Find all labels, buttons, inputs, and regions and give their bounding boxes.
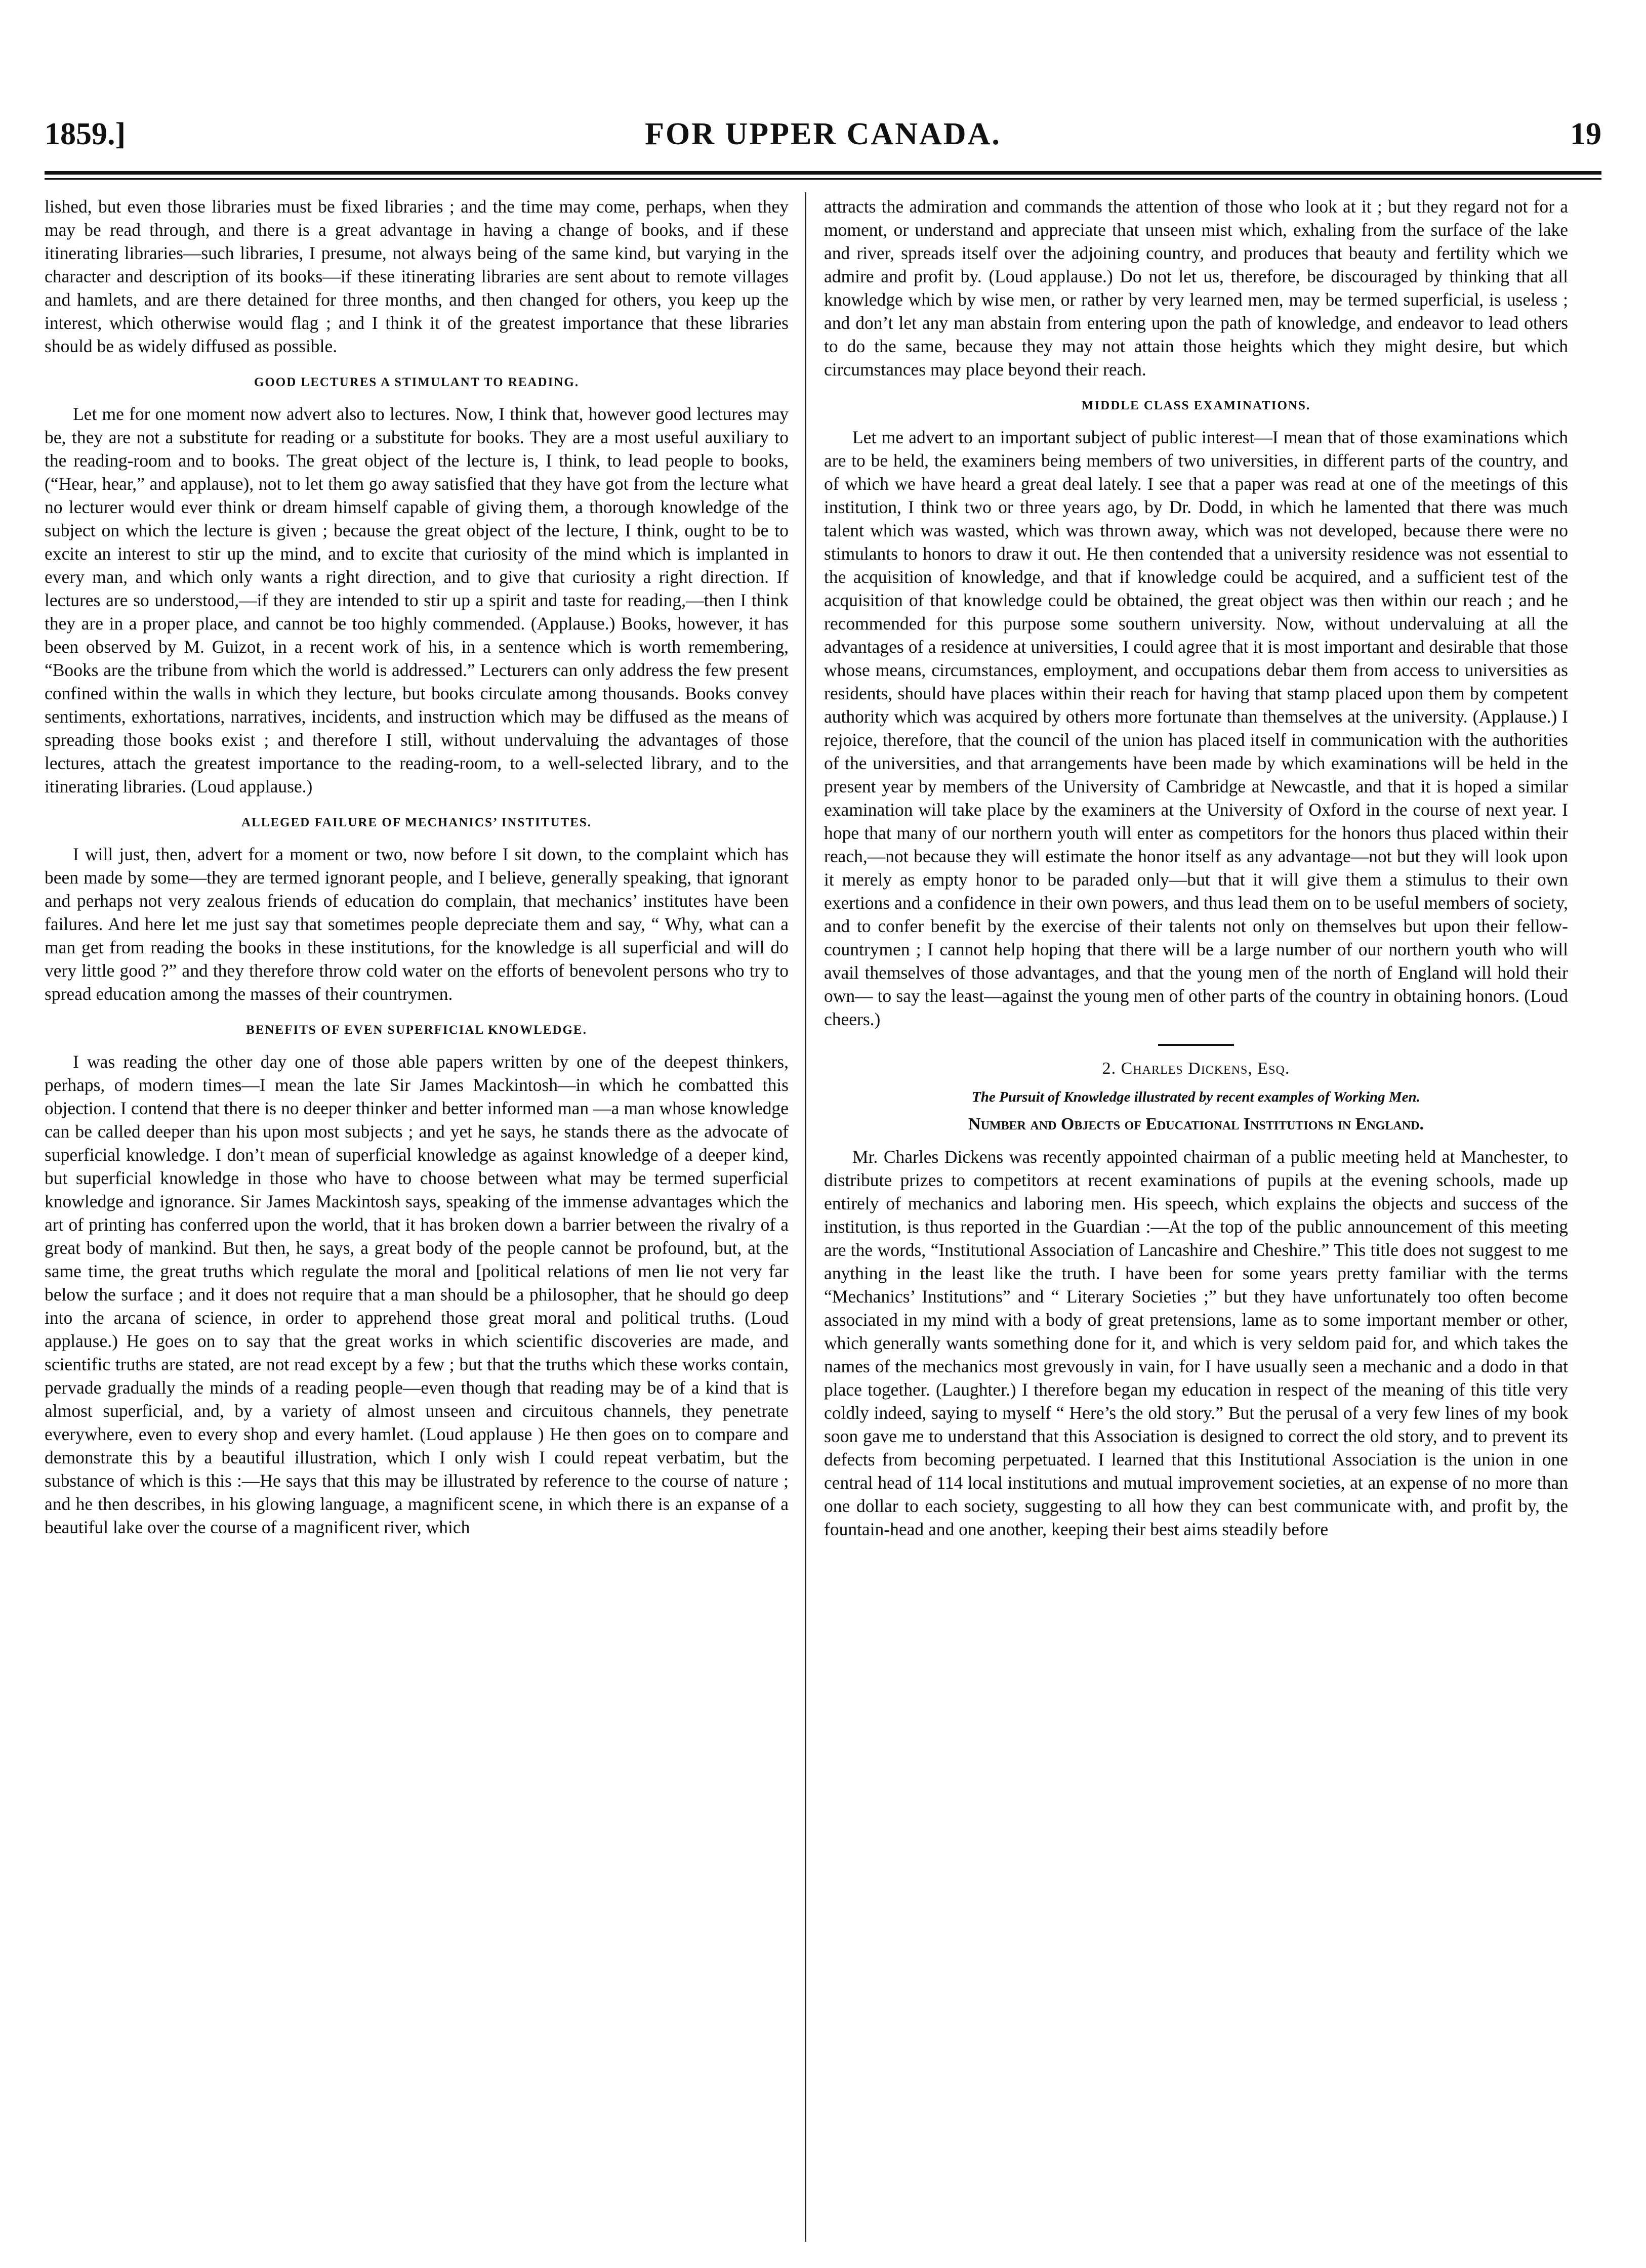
header-rule-thin	[45, 178, 1601, 180]
paragraph: lished, but even those libraries must be fixed libraries ; and the time may come, perhaps, when they may be read through, and there is a great advantage in having a change of books, and if these itinerating libraries—such libraries, I presume, not always being of the same kind, but varying in the character and description of its books—if these itinerating libraries are sent about to remote villages and hamlets, and are there detained for three months, and then changed for others, you keep up the interest, which otherwise would flag ; and I think it of the greatest importance that these libraries should be as widely diffused as possible.	[45, 196, 789, 356]
header-rule-thick	[45, 171, 1601, 175]
right-column	[824, 195, 1568, 2244]
section-heading-examinations: MIDDLE CLASS EXAMINATIONS.	[1081, 399, 1311, 412]
page-number: 19	[1570, 117, 1601, 151]
article-subtitle: The Pursuit of Knowledge illustrated by recent examples of Working Men.	[972, 1089, 1420, 1105]
section-heading-lectures: GOOD LECTURES A STIMULANT TO READING.	[254, 375, 580, 389]
section-heading-failure: ALLEGED FAILURE OF MECHANICS’ INSTITUTES.	[241, 816, 592, 829]
header-title: FOR UPPER CANADA.	[645, 117, 1001, 151]
section-separator	[1158, 1044, 1234, 1046]
paragraph: I will just, then, advert for a moment or two, now before I sit down, to the complaint which has been made by some—they are termed ignorant people, and I believe, generally speaking, that ignorant and perhaps not very zealous friends of education do complain, that mechanics’ institutes have been failures. And here let me just say that sometimes people depreciate them and say, “ Why, what can a man get from reading the books in these institutions, for the knowledge is all superficial and will do very little good ?” and they therefore throw cold water on the efforts of benevolent persons who try to spread education among the masses of their countrymen.	[45, 844, 789, 1004]
column-divider	[805, 192, 806, 2242]
article-heading: Number and Objects of Educational Institutions in England.	[968, 1115, 1424, 1133]
paragraph: Let me for one moment now advert also to lectures. Now, I think that, however good lectures may be, they are not a substitute for reading or a substitute for books. They are a most useful auxiliary to the reading-room and to books. The great object of the lecture is, I think, to lead people to books, (“Hear, hear,” and applause), not to let them go away satisfied that they have got from the lecture what no lecturer would ever think or dream himself capable of giving them, a thorough knowledge of the subject on which the lecture is given ; because the great object of the lecture, I think, ought to be to excite an interest to stir up the mind, and to excite that curiosity of the mind which is implanted in every man, and which only wants a right direction, and to give that curiosity a right direction. If lectures are so understood,—if they are intended to stir up a spirit and taste for reading,—then I think they are in a proper place, and cannot be too highly commended. (Applause.) Books, however, it has been observed by M. Guizot, in a recent work of his, in a sentence which is worth remembering, “Books are the tribune from which the world is addressed.” Lecturers can only address the few present confined within the walls in which they lecture, but books circulate among thousands. Books convey sentiments, exhortations, narratives, incidents, and instruction which may be diffused as the means of spreading those books exist ; and therefore I still, without undervaluing the advantages of those lectures, attach the greatest importance to the reading-room, to a well-selected library, and to the itinerating libraries. (Loud applause.)	[45, 404, 789, 796]
paragraph: I was reading the other day one of those able papers written by one of the deepest thinkers, perhaps, of modern times—I mean the late Sir James Mackintosh—in which he combatted this objection. I contend that there is no deeper thinker and better informed man —a man whose knowledge can be called deeper than his upon most subjects ; and yet he says, he stands there as the advocate of superficial knowledge. I don’t mean of superficial knowledge as against knowledge of a deeper kind, but superficial knowledge in those who have to choose between what may be termed superficial knowledge and ignorance. Sir James Mackintosh says, speaking of the immense advantages which the art of printing has conferred upon the world, that it has broken down a barrier between the rivalry of a great body of mankind. But then, he says, a great body of the people cannot be profound, but, at the same time, the great truths which regulate the moral and [political relations of men lie not very far below the surface ; and it does not require that a man should be a philosopher, that he should go deep into the arcana of science, in order to apprehend those great moral and political truths. (Loud applause.) He goes on to say that the great works in which scientific discoveries are made, and scientific truths are stated, are not read except by a few ; but that the truths which these works contain, pervade gradually the minds of a reading people—even though that reading may be of a kind that is almost superficial, and, by a variety of almost unseen and circuitous channels, they penetrate everywhere, even to every shop and every hamlet. (Loud applause ) He then goes on to compare and demonstrate this by a beautiful illustration, which I only wish I could repeat verbatim, but the substance of which is this :—He says that this may be illustrated by reference to the course of nature ; and he then describes, in his glowing language, a magnificent scene, in which there is an expanse of a beautiful lake over the course of a magnificent river, which	[45, 1052, 789, 1537]
paragraph: attracts the admiration and commands the attention of those who look at it ; but they regard not for a moment, or understand and appreciate that unseen mist which, exhaling from the surface of the lake and river, spreads itself over the adjoining country, and produces that beauty and fertility which we admire and profit by. (Loud applause.) Do not let us, therefore, be discouraged by thinking that all knowledge which by wise men, or rather by very learned men, may be termed superficial, is useless ; and don’t let any man abstain from entering upon the path of knowledge, and endeavor to lead others to do the same, because they may not attain those heights which they might desire, but which circumstances may place beyond their reach.	[824, 196, 1568, 380]
header-year: 1859.]	[45, 117, 126, 151]
page-header	[45, 106, 1601, 162]
paragraph: Mr. Charles Dickens was recently appointed chairman of a public meeting held at Manchester, to distribute prizes to competitors at recent examinations of pupils at the evening schools, made up entirely of mechanics and laboring men. His speech, which explains the objects and success of the institution, is thus reported in the Guardian :—At the top of the public announcement of this meeting are the words, “Institutional Association of Lancashire and Cheshire.” This title does not suggest to me anything in the least like the truth. I have been for some years pretty familiar with the terms “Mechanics’ Institutions” and “ Literary Societies ;” but they have unfortunately too often become associated in my mind with a body of great pretensions, lame as to some important member or other, which generally wants something done for it, and which is very seldom paid for, and which takes the names of the mechanics most grevously in vain, for I have usually seen a mechanic and a dodo in that place together. (Laughter.) I therefore began my education in respect of the meaning of this title very coldly indeed, saying to myself “ Here’s the old story.” But the perusal of a very few lines of my book soon gave me to understand that this Association is designed to correct the old story, and to prevent its defects from becoming perpetuated. I learned that this Institutional Association is the union in one central head of 114 local institutions and mutual improvement societies, at an expense of no more than one dollar to each society, suggesting to all how they can best communicate with, and profit by, the fountain-head and one another, keeping their best aims steadily before	[824, 1147, 1568, 1539]
section-heading-benefits: BENEFITS OF EVEN SUPERFICIAL KNOWLEDGE.	[246, 1023, 587, 1037]
article-title: 2. Charles Dickens, Esq.	[1102, 1059, 1290, 1078]
paragraph: Let me advert to an important subject of public interest—I mean that of those examinations which are to be held, the examiners being members of two universities, in different parts of the country, and of which we have heard a great deal lately. I see that a paper was read at one of the meetings of this institution, I think two or three years ago, by Dr. Dodd, in which he lamented that there was much talent which was wasted, which was thrown away, which was not developed, because there were no stimulants to honors to draw it out. He then contended that a university residence was not essential to the acquisition of knowledge, and that if knowledge could be acquired, and a sufficient test of the acquisition of that knowledge could be obtained, the great object was then within our reach ; and he recommended for this purpose some southern university. Now, without undervaluing at all the advantages of a residence at universities, I could agree that it is most important and desirable that those whose means, circumstances, employment, and occupations debar them from access to universities as residents, should have places within their reach for having that stamp placed upon them by competent authority which was acquired by others more fortunate than themselves at the university. (Applause.) I rejoice, therefore, that the council of the union has placed itself in communication with the authorities of the universities, and that arrangements have been made by which examinations will be held in the present year by members of the University of Cambridge at Newcastle, and that it is hoped a similar examination will take place by the examiners at the University of Oxford in the course of next year. I hope that many of our northern youth will enter as competitors for the honors thus placed within their reach,—not because they will estimate the honor itself as any advantage—not but they will look upon it merely as empty honor to be paraded only—but that it will give them a stimulus to their own exertions and a confidence in their own powers, and thus lead them on to be useful members of society, and to confer benefit by the exercise of their talents not only on themselves but upon their fellow-countrymen ; I cannot help hoping that there will be a large number of our northern youth who will avail themselves of those advantages, and that the young men of the north of England will hold their own— to say the least—against the young men of other parts of the country in obtaining honors. (Loud cheers.)	[824, 427, 1568, 1029]
left-column	[45, 195, 789, 2244]
